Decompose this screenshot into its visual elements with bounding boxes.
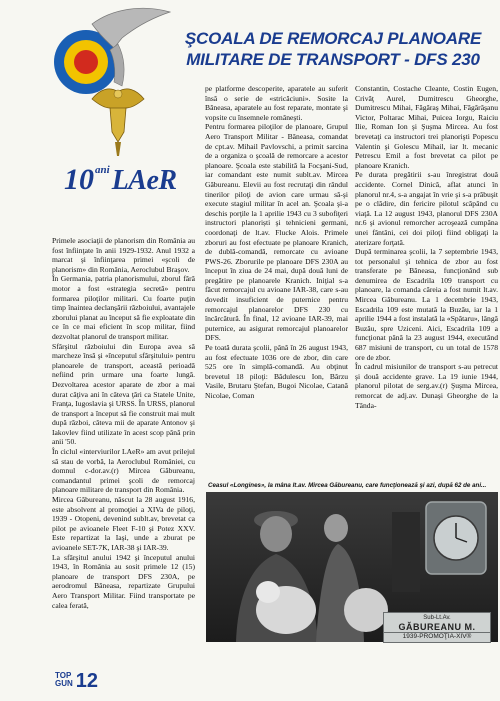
paragraph: În Germania, patria planorismului, zborul fără motor a fost «strategia secretă» pentru formarea piloţilor militari. Cu foarte puţin timp înaintea declanşării războiului, avantajele zborului planat au început să fie exploatate din ce în ce mai eficient în scop militar, fiind dezvoltat planorul de transport militar. [52,274,195,341]
plaque-name: GĂBUREANU M. [398,622,476,632]
paragraph: După terminarea şcolii, la 7 septembrie 1943, tot personalul şi tehnica de zbor au fost transferate pe Băneasa, funcţionând sub denumirea de Escadrila 109 transport cu planoare, la comanda căreia a fost numit lt.av. Mircea Găbureanu. La 1 decembrie 1943, Escadrila 109 este mutată la Buzău, iar la 1 aprilie 1944 a fost instalată la «Spătaru», lângă Buzău, spre Uziceni. Aici, Escadrila 109 a funcţionat până la 23 august 1944, executând 687 misiuni de transport, cu un total de 1578 ore de zbor. [355,247,498,362]
paragraph: În cadrul misiunilor de transport s-au petrecut şi două accidente grave. La 19 iunie 1944, planorul pilotat de serg.av.(r) Şuşma Mircea, remorcat de adj.av. Dunaşi Gheorghe de la Tânda- [355,362,498,410]
magazine-brand [55,672,73,688]
paragraph: În ciclul «interviurilor LAeR» am avut prilejul să stau de vorbă, la Aeroclubul României, cu domnul c-dor.av.(r) Mircea Găbureanu, comandantul primei şcoli de remorcaj planoare militare de transport din România. [52,447,195,495]
name-plaque [383,612,491,643]
paragraph: Pe toată durata şcolii, până în 26 august 1943, au fost efectuate 1036 ore de zbor, din care 525 ore în simplă-comandă. Au obţinut brevetul 18 piloţi: Bădulescu Ion, Bârzu Vasile, Brutaru Ştefan, Bugoi Nicolae, Catană Nicolae, Coman [205,343,348,400]
logo-caption [64,165,177,195]
brand-line-1: TOP [55,671,72,680]
paragraph: La sfârşitul anului 1942 şi începutul anului 1943, în România au sosit primele 12 (15) planoare de transport DFS 230A, pe aerodromul Băneasa, repartizate Grupului Aero Transport Militar. Fiind transportate pe calea ferată, [52,552,195,610]
paragraph: Sfârşitul războiului din Europa avea să marcheze însă şi «începutul sfârşitului» pentru planoarele de transport, această perioadă nefiind prin urmare una foarte lungă. Dezvoltarea acestor aparate de zbor a mai durat câţiva ani în câteva ţări ca Statele Unite, Franţa, Iugoslavia şi URSS. În URSS, planorul de transport a început să fie construit mai mult după război, câteva mii de aparate Antonov şi Iakovlev fiind utilizate în acest scop până prin anii '50. [52,341,195,447]
paragraph: pe platforme descoperite, aparatele au suferit însă o serie de «stricăciuni». Sosite la Băneasa, aparatele au fost reparate, montate şi vopsite cu însemnele româneşti. [205,84,348,122]
paragraph: Mircea Găbureanu, născut la 28 august 1916, este absolvent al promoţiei a XIVa de piloţi, 1939 - Otopeni, devenind sublt.av, brevetat ca pilot pe avioanele Fleet F-10 şi Potez XXV. Este repartizat la Iaşi, unde a zburat pe avioanele SET-7K, IAR-38 şi IAR-39. [52,495,195,552]
photo-caption: Ceasul «Longines», la mâna lt.av. Mircea Găbureanu, care funcţionează şi azi, după 62 de ani... [208,482,487,489]
text-column-3 [355,84,498,479]
text-column-1 [52,236,195,666]
title-line-2: MILITARE DE TRANSPORT - DFS 230 [186,50,480,69]
title-line-1: ŞCOALA DE REMORCAJ PLANOARE [184,29,482,48]
text-column-2 [205,84,348,479]
plaque-promotion: 1939-PROMOŢIA-XIV® [384,632,490,641]
logo-ani: ani [95,164,110,176]
article-title [174,28,492,70]
logo-name: LAeR [111,165,177,196]
paragraph: Primele asociaţii de planorism din România au fost înfiinţate în anii 1929-1932. Anul 1932 a marcat şi înfiinţarea primei «şcoli de planorism» din România, Aeroclubul Braşov. [52,236,195,274]
logo-number: 10 [64,163,94,196]
brand-line-2: GUN [55,679,73,688]
page-footer [55,672,98,690]
plaque-rank: Sub-Lt.Av. [423,615,451,621]
page-number: 12 [75,670,99,692]
paragraph: Pentru formarea piloţilor de planoare, Grupul Aero Transport Militar - Băneasa, comandat de cpt.av. Mihail Pavlovschi, a primit sarcina de a organiza o şcoală de remorcare a acestor planoare. Şcoala este stabilită la Focşani-Sud, iar comandant este numit sublt.av. Mircea Găbureanu. Elevii au fost recrutaţi din rândul tinerilor piloţi de avion care urmau să-şi execute stagiul militar în acel an. Şcoala şi-a deschis porţile la 1 aprilie 1943 cu 3 subofiţeri instructori planoriști şi tehnicieni germani, coordonaţi de lt.av. Flucke Alois. Primele zboruri au fost efectuate pe planoare Kranich, de dublă-comandă, remorcate cu avioane PWS-26. Zborurile pe planoare DFS 230A au început în ziua de 24 mai, după două luni de pregătire pe planoarele Kranich. Iniţial s-a făcut remorcajul cu avioane IAR-38, care s-au dovedit insuficient de puternice pentru remorcajul planoarelor DFS 230 cu încărcătură. În final, 12 avioane IAR-39, mai puternice, au asigurat remorcajul planoarelor DFS. [205,122,348,343]
paragraph: Pe durata pregătirii s-au înregistrat două accidente. Cornel Dinică, aflat atunci în planorul nr.4, s-a angajat în vrie şi s-a prăbuşit pe o clădire, din fericire pilotul scăpând cu viaţă. La 12 august 1943, planorul DFS 230A nr.6 şi avionul remorcher acroşează cumpăna unei fântâni, cei doi piloţi fiind obligaţi la aterizare forţată. [355,170,498,247]
paragraph: Constantin, Costache Cleante, Costin Eugen, Crivăţ Aurel, Dumitrescu Gheorghe, Dumitrescu Mihai, Făgăraş Mihai, Făgărăşanu Victor, Poltarac Mihai, Puicea Iorgu, Raiciu Ilie, Roman Ion şi Şuşma Mircea. Au fost brevetaţi ca instructori trei planorişti Popescu Valentin şi Golescu Mihail, iar lt. mecanic Petrescu Emil a fost brevetat ca pilot pe planoare Kranich. [355,84,498,170]
